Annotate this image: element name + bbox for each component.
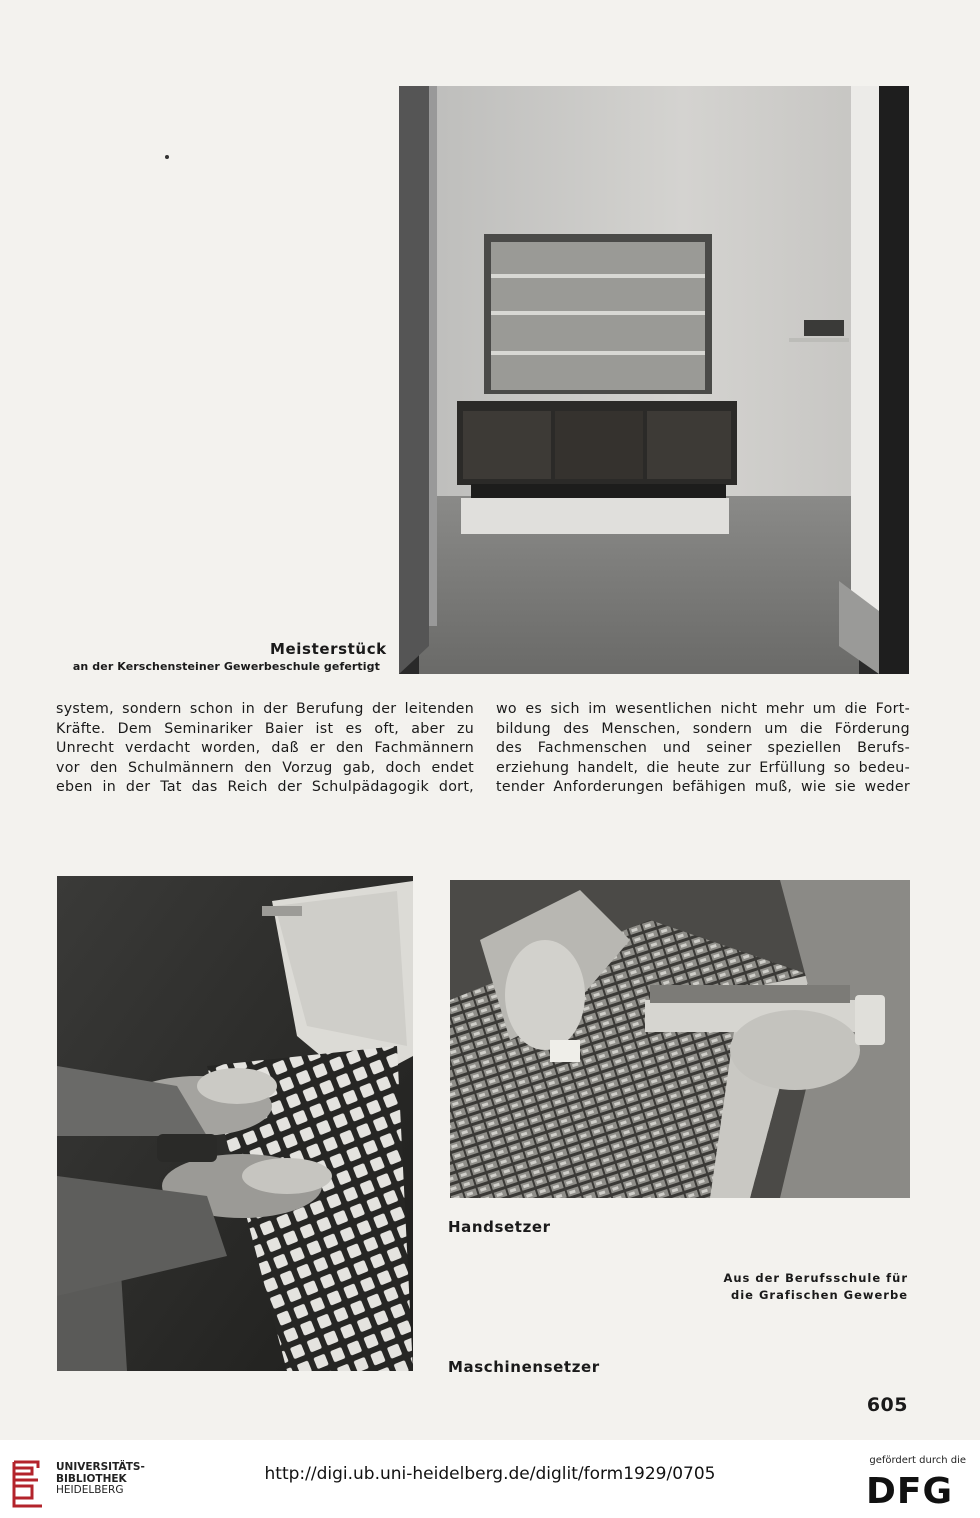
caption-hand-setter: Handsetzer (448, 1218, 551, 1236)
ink-dot (165, 155, 169, 159)
photo-cabinet (399, 86, 909, 674)
library-line-1: UNIVERSITÄTS- (56, 1461, 145, 1473)
caption-title-cabinet: Meisterstück (270, 640, 387, 658)
text-column-left (56, 700, 474, 798)
dfg-logo[interactable]: DFG (866, 1471, 954, 1512)
text-line: wo es sich im wesentlichen nicht mehr um die Fort- (496, 701, 910, 717)
school-note (640, 1270, 908, 1304)
caption-machine-setter: Maschinensetzer (448, 1358, 600, 1376)
permalink-url[interactable]: http://digi.ub.uni-heidelberg.de/diglit/form1929/0705 (264, 1464, 716, 1484)
library-line-3: HEIDELBERG (56, 1484, 124, 1496)
photo-machine-setter (57, 876, 413, 1371)
text-line: Unrecht verdacht worden, daß er den Fachmännern (56, 740, 474, 757)
text-line: des Fachmenschen und seiner speziellen Berufs- (496, 740, 910, 757)
photo-hand-setter (450, 880, 910, 1198)
text-line: tender Anforderungen befähigen muß, wie sie weder (496, 779, 910, 796)
text-line: bildung des Menschen, sondern um die Förderung (496, 720, 910, 737)
library-line-2: BIBLIOTHEK (56, 1472, 127, 1485)
text-line: vor den Schulmännern den Vorzug gab, doch endet (56, 759, 474, 776)
text-line: system, sondern schon in der Berufung der leitenden (56, 701, 474, 717)
note-line-1: Aus der Berufsschule für (723, 1271, 908, 1285)
note-line-2: die Grafischen Gewerbe (731, 1288, 908, 1302)
text-line: erziehung handelt, die heute zur Erfüllung so bedeu- (496, 759, 910, 776)
page-number: 605 (866, 1394, 908, 1416)
caption-sub-cabinet: an der Kerschensteiner Gewerbeschule gefertigt (72, 660, 380, 673)
text-column-right (496, 700, 910, 798)
text-line: Kräfte. Dem Seminariker Baier ist es oft, aber zu (56, 720, 474, 737)
text-line: eben in der Tat das Reich der Schulpädagogik dort, (56, 779, 474, 796)
funded-by-label: gefördert durch die (869, 1455, 966, 1466)
